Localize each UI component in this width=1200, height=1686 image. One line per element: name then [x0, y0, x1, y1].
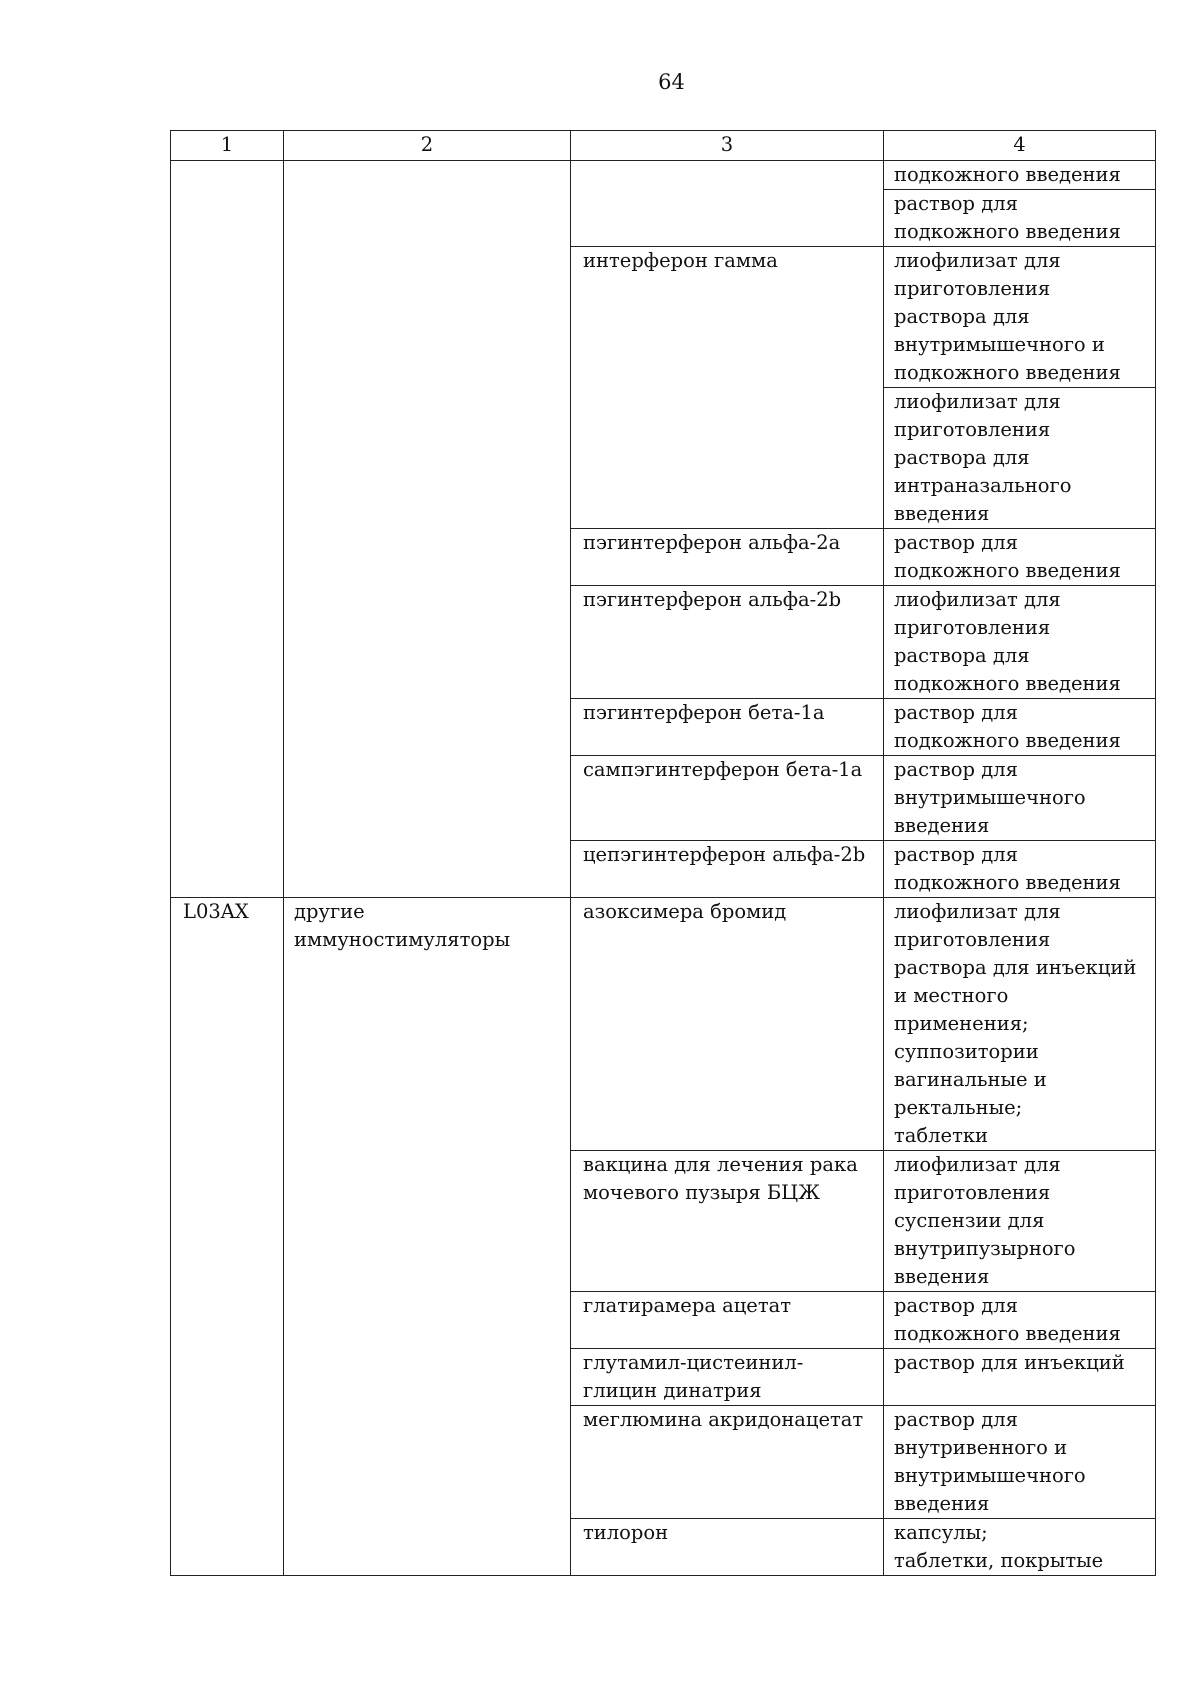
drug-name-cell: цепэгинтерферон альфа-2b: [571, 841, 884, 898]
header-cell-3: 3: [571, 131, 884, 161]
dosage-form-cell: лиофилизат для приготовления раствора для инъекций и местного применения; суппозитории вагинальные и ректальные; таблетки: [884, 898, 1156, 1151]
dosage-form-cell: раствор для подкожного введения: [884, 1292, 1156, 1349]
dosage-form-cell: раствор для инъекций: [884, 1349, 1156, 1406]
dosage-form-cell: раствор для подкожного введения: [884, 841, 1156, 898]
dosage-form-cell: подкожного введения: [884, 161, 1156, 190]
drug-name-cell: пэгинтерферон альфа-2a: [571, 529, 884, 586]
dosage-form-cell: капсулы; таблетки, покрытые: [884, 1519, 1156, 1576]
drug-table: [170, 130, 1156, 1576]
atc-code-cell: L03AX: [171, 898, 284, 1576]
group-name-cell: [284, 161, 571, 898]
drug-name-cell: сампэгинтерферон бета-1a: [571, 756, 884, 841]
header-cell-1: 1: [171, 131, 284, 161]
dosage-form-cell: раствор для внутримышечного введения: [884, 756, 1156, 841]
drug-name-cell: пэгинтерферон альфа-2b: [571, 586, 884, 699]
drug-name-cell: глатирамера ацетат: [571, 1292, 884, 1349]
drug-name-cell: азоксимера бромид: [571, 898, 884, 1151]
dosage-form-cell: лиофилизат для приготовления раствора для интраназального введения: [884, 388, 1156, 529]
dosage-form-cell: раствор для подкожного введения: [884, 190, 1156, 247]
drug-name-cell: интерферон гамма: [571, 247, 884, 529]
dosage-form-cell: лиофилизат для приготовления раствора для подкожного введения: [884, 586, 1156, 699]
atc-code-cell: [171, 161, 284, 898]
drug-name-cell: пэгинтерферон бета-1a: [571, 699, 884, 756]
drug-name-cell: [571, 161, 884, 247]
dosage-form-cell: лиофилизат для приготовления раствора для внутримышечного и подкожного введения: [884, 247, 1156, 388]
dosage-form-cell: раствор для внутривенного и внутримышечного введения: [884, 1406, 1156, 1519]
drug-name-cell: глутамил-цистеинил- глицин динатрия: [571, 1349, 884, 1406]
header-cell-4: 4: [884, 131, 1156, 161]
group-name-cell: другие иммуностимуляторы: [284, 898, 571, 1576]
dosage-form-cell: раствор для подкожного введения: [884, 699, 1156, 756]
table-row: [171, 898, 1156, 1151]
dosage-form-cell: лиофилизат для приготовления суспензии для внутрипузырного введения: [884, 1151, 1156, 1292]
dosage-form-cell: раствор для подкожного введения: [884, 529, 1156, 586]
drug-name-cell: тилорон: [571, 1519, 884, 1576]
table-row: [171, 161, 1156, 190]
header-row: [171, 131, 1156, 161]
page-number: 64: [658, 70, 685, 94]
header-cell-2: 2: [284, 131, 571, 161]
drug-name-cell: меглюмина акридонацетат: [571, 1406, 884, 1519]
drug-name-cell: вакцина для лечения рака мочевого пузыря БЦЖ: [571, 1151, 884, 1292]
